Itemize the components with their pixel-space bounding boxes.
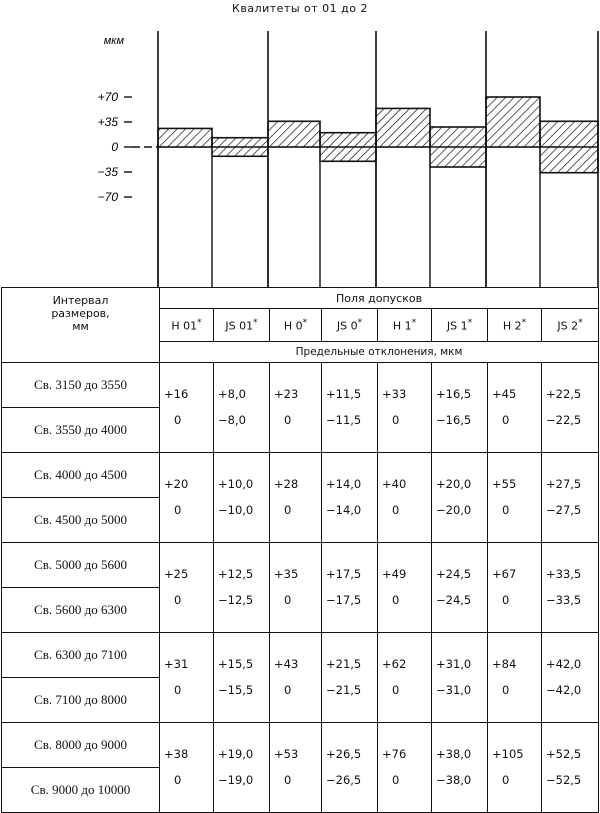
upper-deviation: +67 bbox=[492, 567, 517, 581]
column-header-h0 bbox=[270, 309, 322, 342]
lower-deviation: 0 bbox=[392, 773, 400, 787]
deviation-cell bbox=[322, 633, 378, 723]
table-row bbox=[2, 723, 599, 768]
upper-deviation: +20 bbox=[164, 477, 189, 491]
y-tick-label: −35 bbox=[97, 165, 118, 179]
upper-deviation: +16,5 bbox=[436, 387, 472, 401]
deviation-cell bbox=[432, 723, 488, 813]
deviation-cell bbox=[488, 453, 542, 543]
lower-deviation: −10,0 bbox=[218, 503, 254, 517]
column-mark: * bbox=[578, 317, 583, 329]
tolerance-bar bbox=[268, 121, 320, 147]
column-mark: * bbox=[302, 317, 308, 329]
lower-deviation: −22,5 bbox=[546, 413, 582, 427]
upper-deviation: +25 bbox=[164, 567, 189, 581]
deviation-cell bbox=[322, 543, 378, 633]
upper-deviation: +23 bbox=[274, 387, 299, 401]
column-base: JS bbox=[336, 319, 351, 333]
interval-header-line: мм bbox=[72, 320, 89, 333]
upper-deviation: +35 bbox=[274, 567, 299, 581]
interval-header-line: размеров, bbox=[51, 307, 110, 320]
upper-deviation: +16 bbox=[164, 387, 189, 401]
column-base: H bbox=[283, 319, 296, 333]
deviation-cell bbox=[322, 723, 378, 813]
deviation-cell bbox=[378, 543, 432, 633]
deviation-cell bbox=[160, 723, 214, 813]
deviation-cell bbox=[160, 363, 214, 453]
upper-deviation: +20,0 bbox=[436, 477, 472, 491]
deviation-cell bbox=[488, 633, 542, 723]
deviation-cell bbox=[432, 633, 488, 723]
size-range: Св. 5600 до 6300 bbox=[2, 588, 160, 633]
table-row bbox=[2, 453, 599, 498]
upper-deviation: +40 bbox=[382, 477, 407, 491]
table-row bbox=[2, 633, 599, 678]
size-range: Св. 4500 до 5000 bbox=[2, 498, 160, 543]
lower-deviation: −17,5 bbox=[326, 593, 362, 607]
lower-deviation: −15,5 bbox=[218, 683, 254, 697]
interval-header bbox=[2, 288, 160, 363]
deviation-cell bbox=[488, 363, 542, 453]
tolerance-bar bbox=[376, 108, 430, 147]
column-base: H bbox=[171, 319, 184, 333]
deviation-cell bbox=[322, 453, 378, 543]
deviation-cell bbox=[214, 543, 270, 633]
deviation-header: Предельные отклонения, мкм bbox=[160, 342, 599, 363]
column-header-h01 bbox=[160, 309, 214, 342]
table-row bbox=[2, 543, 599, 588]
column-mark: * bbox=[197, 317, 202, 329]
deviation-cell bbox=[378, 363, 432, 453]
y-tick-label: +35 bbox=[97, 115, 118, 129]
tolerance-chart bbox=[0, 0, 600, 290]
deviation-cell bbox=[432, 543, 488, 633]
column-mark: * bbox=[411, 317, 417, 329]
upper-deviation: +43 bbox=[274, 657, 299, 671]
size-range: Св. 5000 до 5600 bbox=[2, 543, 160, 588]
deviation-cell bbox=[378, 633, 432, 723]
column-grade: 01 bbox=[239, 319, 254, 333]
size-range: Св. 9000 до 10000 bbox=[2, 768, 160, 813]
column-grade: 2 bbox=[514, 319, 522, 333]
lower-deviation: 0 bbox=[174, 503, 182, 517]
upper-deviation: +76 bbox=[382, 747, 407, 761]
upper-deviation: +31,0 bbox=[436, 657, 472, 671]
deviation-cell bbox=[542, 363, 599, 453]
column-mark: * bbox=[467, 317, 473, 329]
column-header-js1 bbox=[432, 309, 488, 342]
upper-deviation: +33 bbox=[382, 387, 407, 401]
upper-deviation: +21,5 bbox=[326, 657, 362, 671]
tolerance-bar bbox=[158, 128, 212, 147]
upper-deviation: +8,0 bbox=[218, 387, 246, 401]
fields-header: Поля допусков bbox=[160, 288, 599, 309]
upper-deviation: +22,5 bbox=[546, 387, 582, 401]
size-range: Св. 7100 до 8000 bbox=[2, 678, 160, 723]
deviation-cell bbox=[270, 723, 322, 813]
lower-deviation: 0 bbox=[502, 683, 510, 697]
column-base: H bbox=[392, 319, 405, 333]
column-grade: 0 bbox=[350, 319, 358, 333]
upper-deviation: +38 bbox=[164, 747, 189, 761]
deviation-cell bbox=[488, 723, 542, 813]
y-tick-label: +70 bbox=[97, 90, 118, 104]
lower-deviation: −16,5 bbox=[436, 413, 472, 427]
lower-deviation: −33,5 bbox=[546, 593, 582, 607]
interval-header-line: Интервал bbox=[52, 294, 109, 307]
deviation-cell bbox=[322, 363, 378, 453]
tolerance-bar bbox=[486, 97, 540, 147]
deviation-cell bbox=[270, 453, 322, 543]
size-range: Св. 4000 до 4500 bbox=[2, 453, 160, 498]
upper-deviation: +45 bbox=[492, 387, 517, 401]
column-mark: * bbox=[253, 317, 258, 329]
upper-deviation: +38,0 bbox=[436, 747, 472, 761]
upper-deviation: +10,0 bbox=[218, 477, 254, 491]
size-range: Св. 8000 до 9000 bbox=[2, 723, 160, 768]
column-header-js01 bbox=[214, 309, 270, 342]
lower-deviation: −38,0 bbox=[436, 773, 472, 787]
deviation-cell bbox=[488, 543, 542, 633]
size-range: Св. 3150 до 3550 bbox=[2, 363, 160, 408]
deviation-cell bbox=[432, 453, 488, 543]
lower-deviation: 0 bbox=[174, 593, 182, 607]
deviation-cell bbox=[214, 633, 270, 723]
lower-deviation: −24,5 bbox=[436, 593, 472, 607]
lower-deviation: 0 bbox=[284, 593, 292, 607]
upper-deviation: +15,5 bbox=[218, 657, 254, 671]
deviation-cell bbox=[542, 633, 599, 723]
lower-deviation: 0 bbox=[174, 773, 182, 787]
size-range: Св. 6300 до 7100 bbox=[2, 633, 160, 678]
column-base: JS bbox=[225, 319, 240, 333]
upper-deviation: +19,0 bbox=[218, 747, 254, 761]
deviation-cell bbox=[270, 543, 322, 633]
lower-deviation: −31,0 bbox=[436, 683, 472, 697]
lower-deviation: −27,5 bbox=[546, 503, 582, 517]
column-base: JS bbox=[446, 319, 461, 333]
lower-deviation: 0 bbox=[502, 773, 510, 787]
deviation-cell bbox=[378, 723, 432, 813]
lower-deviation: 0 bbox=[392, 593, 400, 607]
lower-deviation: −20,0 bbox=[436, 503, 472, 517]
upper-deviation: +42,0 bbox=[546, 657, 582, 671]
lower-deviation: 0 bbox=[502, 593, 510, 607]
upper-deviation: +26,5 bbox=[326, 747, 362, 761]
lower-deviation: 0 bbox=[284, 503, 292, 517]
lower-deviation: 0 bbox=[502, 503, 510, 517]
column-grade: 1 bbox=[404, 319, 412, 333]
upper-deviation: +27,5 bbox=[546, 477, 582, 491]
column-grade: 2 bbox=[571, 319, 579, 333]
deviation-cell bbox=[160, 453, 214, 543]
lower-deviation: −14,0 bbox=[326, 503, 362, 517]
y-tick-label: 0 bbox=[111, 140, 118, 154]
lower-deviation: −11,5 bbox=[326, 413, 362, 427]
upper-deviation: +62 bbox=[382, 657, 407, 671]
deviation-cell bbox=[270, 633, 322, 723]
column-base: H bbox=[502, 319, 515, 333]
upper-deviation: +12,5 bbox=[218, 567, 254, 581]
deviation-cell bbox=[160, 543, 214, 633]
lower-deviation: −8,0 bbox=[218, 413, 246, 427]
deviation-cell bbox=[542, 543, 599, 633]
deviation-cell bbox=[160, 633, 214, 723]
lower-deviation: 0 bbox=[502, 413, 510, 427]
column-grade: 01 bbox=[183, 319, 198, 333]
column-mark: * bbox=[357, 317, 363, 329]
lower-deviation: −26,5 bbox=[326, 773, 362, 787]
deviation-cell bbox=[542, 453, 599, 543]
tolerance-table bbox=[1, 287, 599, 813]
lower-deviation: 0 bbox=[284, 413, 292, 427]
upper-deviation: +11,5 bbox=[326, 387, 362, 401]
column-header-js2 bbox=[542, 309, 599, 342]
lower-deviation: 0 bbox=[392, 683, 400, 697]
deviation-cell bbox=[214, 453, 270, 543]
upper-deviation: +33,5 bbox=[546, 567, 582, 581]
upper-deviation: +105 bbox=[492, 747, 524, 761]
lower-deviation: 0 bbox=[174, 413, 182, 427]
y-axis-label: мкм bbox=[103, 35, 124, 47]
y-tick-label: −70 bbox=[97, 190, 118, 204]
column-mark: * bbox=[521, 317, 527, 329]
lower-deviation: −21,5 bbox=[326, 683, 362, 697]
size-range: Св. 3550 до 4000 bbox=[2, 408, 160, 453]
lower-deviation: 0 bbox=[392, 503, 400, 517]
table-row bbox=[2, 363, 599, 408]
upper-deviation: +52,5 bbox=[546, 747, 582, 761]
deviation-cell bbox=[432, 363, 488, 453]
column-base: JS bbox=[557, 319, 572, 333]
upper-deviation: +14,0 bbox=[326, 477, 362, 491]
upper-deviation: +24,5 bbox=[436, 567, 472, 581]
upper-deviation: +17,5 bbox=[326, 567, 362, 581]
page-title: Квалитеты от 01 до 2 bbox=[232, 2, 368, 15]
lower-deviation: 0 bbox=[392, 413, 400, 427]
lower-deviation: 0 bbox=[284, 683, 292, 697]
lower-deviation: −42,0 bbox=[546, 683, 582, 697]
column-grade: 0 bbox=[295, 319, 303, 333]
deviation-cell bbox=[214, 363, 270, 453]
lower-deviation: −19,0 bbox=[218, 773, 254, 787]
column-grade: 1 bbox=[460, 319, 468, 333]
column-header-js0 bbox=[322, 309, 378, 342]
deviation-cell bbox=[214, 723, 270, 813]
lower-deviation: 0 bbox=[284, 773, 292, 787]
upper-deviation: +31 bbox=[164, 657, 189, 671]
deviation-cell bbox=[378, 453, 432, 543]
upper-deviation: +55 bbox=[492, 477, 517, 491]
deviation-cell bbox=[542, 723, 599, 813]
lower-deviation: −52,5 bbox=[546, 773, 582, 787]
deviation-cell bbox=[270, 363, 322, 453]
upper-deviation: +49 bbox=[382, 567, 407, 581]
upper-deviation: +53 bbox=[274, 747, 299, 761]
column-header-h1 bbox=[378, 309, 432, 342]
column-header-h2 bbox=[488, 309, 542, 342]
upper-deviation: +28 bbox=[274, 477, 299, 491]
upper-deviation: +84 bbox=[492, 657, 517, 671]
lower-deviation: 0 bbox=[174, 683, 182, 697]
lower-deviation: −12,5 bbox=[218, 593, 254, 607]
